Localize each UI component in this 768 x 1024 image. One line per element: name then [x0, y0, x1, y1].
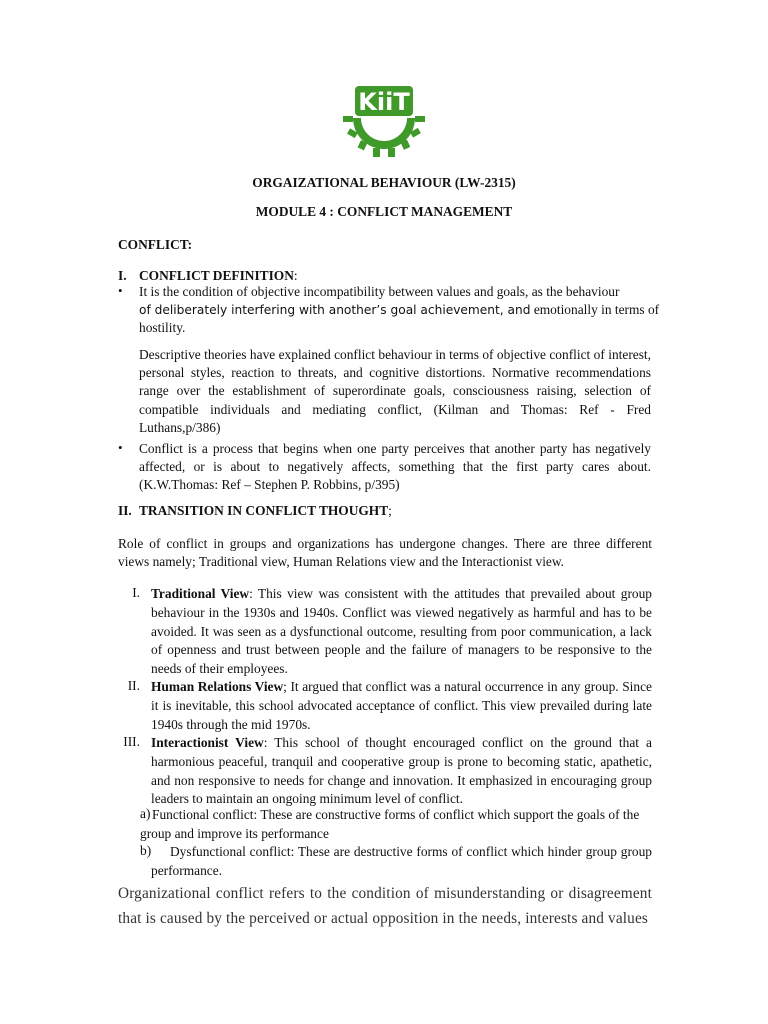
dysfunctional-conflict: Dysfunctional conflict: These are destructive forms of conflict which hinder group group performance.: [151, 844, 652, 878]
logo-text: KiiT: [358, 88, 410, 116]
conflict-label: CONFLICT:: [118, 237, 193, 252]
sub-item-b-label: b): [140, 843, 152, 858]
human-relations-view: Human Relations View; It argued that conflict was a natural occurrence in any group. Since it is inevitable, this school advocated acceptance of conflict. This view prevailed during late 1940s through the mid 1970s.: [151, 679, 652, 732]
interactionist-view: Interactionist View: This school of thought encouraged conflict on the ground that a harmonious peaceful, tranquil and cooperative group is prone to becoming static, apathetic, and non responsive to needs for change and innovation. It emphasized in encouraging group leaders to maintain an ongoing minimum level of conflict.: [151, 735, 652, 807]
section-2-number: II.: [118, 503, 132, 518]
view-number: III.: [123, 734, 140, 749]
view-number: II.: [127, 678, 140, 693]
traditional-view: Traditional View: This view was consistent with the attitudes that prevailed about group behaviour in the 1930s and 1940s. Conflict was viewed negatively as harmful and has to be avoided. It was seen as a dysfunctional outcome, resulting from poor communication, a lack of openness and trust between people and the failure of managers to be responsive to the needs of their employees.: [151, 586, 652, 677]
bullet-icon: •: [118, 283, 123, 298]
definition-bullet-1: It is the condition of objective incompatibility between values and goals, as the behaviour of deliberately interfering with another’s goal achievement, and emotionally in terms of hostility.: [139, 284, 660, 335]
course-title: ORGAIZATIONAL BEHAVIOUR (LW-2315): [252, 175, 516, 190]
transition-intro: Role of conflict in groups and organizations has undergone changes. There are three different views namely; Traditional view, Human Relations view and the Interactionist view.: [118, 536, 652, 570]
functional-conflict: Functional conflict: These are constructive forms of conflict which support the goals of the group and improve its performance: [140, 807, 640, 841]
kiit-logo: [339, 80, 429, 160]
view-number: I.: [132, 585, 140, 600]
descriptive-theories-paragraph: Descriptive theories have explained conflict behaviour in terms of objective conflict of interest, personal styles, reaction to threats, and cognitive distortions. Normative recommendations range over the establishment of superordinate goals, consciousness raising, selection of compatible individuals and mediating conflict, (Kilman and Thomas: Ref - Fred Luthans,p/386): [139, 347, 651, 435]
organizational-conflict-paragraph: Organizational conflict refers to the condition of misunderstanding or disagreement that is caused by the perceived or actual opposition in the needs, interests and values: [118, 885, 652, 927]
section-2-heading: TRANSITION IN CONFLICT THOUGHT;: [139, 503, 392, 518]
section-1-heading: CONFLICT DEFINITION:: [139, 268, 298, 283]
section-1-number: I.: [118, 268, 127, 283]
bullet-icon: •: [118, 440, 123, 455]
sub-item-a-label: a): [140, 806, 151, 821]
definition-bullet-2: Conflict is a process that begins when one party perceives that another party has negatively affected, or is about to negatively affects, something that the first party cares about. (K.W.Thomas: Ref – Stephen P. Robbins, p/395): [139, 441, 651, 493]
module-title: MODULE 4 : CONFLICT MANAGEMENT: [255, 204, 513, 219]
